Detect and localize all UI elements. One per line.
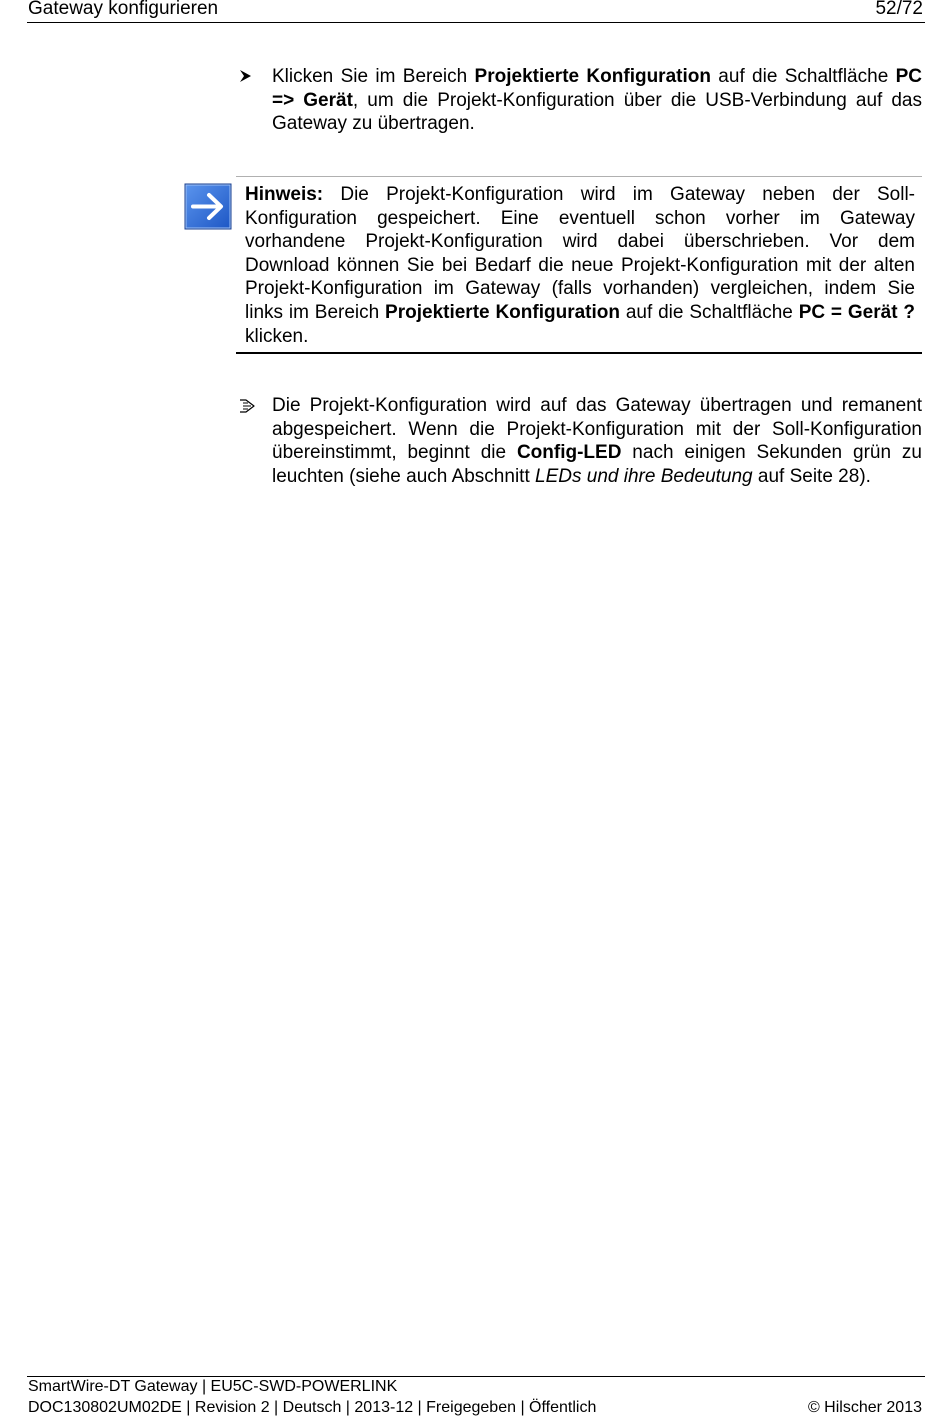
arrow-bullet-icon (238, 66, 254, 92)
note-bottom-rule (236, 352, 922, 354)
instruction-step (272, 65, 922, 136)
footer-product: SmartWire-DT Gateway | EU5C-SWD-POWERLINK (28, 1378, 398, 1395)
arrowhead-bullet-icon (238, 66, 254, 86)
result-hand-icon (238, 396, 260, 416)
result-bullet (238, 396, 260, 422)
footer-document-info: DOC130802UM02DE | Revision 2 | Deutsch | 2013-12 | Freigegeben | Öffentlich (28, 1399, 597, 1416)
result-bold-1: Config-LED (516, 442, 622, 464)
note-top-rule (236, 176, 922, 177)
result-section-link: LEDs und ihre Bedeutung (535, 465, 753, 487)
note-text-1: Die Projekt-Konfiguration wird im Gateway neben der Soll-Konfiguration gespeichert. Eine eventuell schon vorher im Gateway vorhandene Projekt-Konfiguration wird dabei überschrieben. Vor dem Download können Sie bei Bedarf die neue Projekt-Konfiguration mit der alten Projekt-Konfiguration im Gateway (falls vorhanden) vergleichen, indem Sie links im Bereich (245, 184, 915, 323)
note-label: Hinweis: (245, 184, 324, 205)
step-text-1: Klicken Sie im Bereich (272, 66, 475, 87)
note-bold-2: PC = Gerät ? (798, 301, 915, 323)
step-bold-1: Projektierte Konfiguration (474, 66, 711, 87)
page-header (27, 0, 925, 23)
result-text (272, 394, 922, 488)
step-text-3: , um die Projekt-Konfiguration über die USB-Verbindung auf das Gateway zu übertragen. (272, 89, 923, 135)
step-text-2: auf die Schaltfläche (710, 66, 896, 87)
note-arrow-icon (184, 183, 232, 230)
note-text (245, 183, 915, 348)
page-number: 52/72 (875, 0, 923, 19)
note-text-2: auf die Schaltfläche (619, 301, 799, 323)
result-text-3: auf Seite 28). (752, 465, 871, 487)
note-text-3: klicken. (245, 325, 309, 347)
step-bold-2: PC => Gerät (272, 66, 923, 111)
result-text-1: Die Projekt-Konfiguration wird auf das Gateway übertragen und remanent abgespeichert. Wenn die Projekt-Konfiguration mit der Soll-Konfiguration übereinstimmt, beginnt die (272, 395, 922, 464)
result-text-2: nach einigen Sekunden grün zu leuchten (siehe auch Abschnitt (272, 442, 922, 487)
note-bold-1: Projektierte Konfiguration (385, 301, 620, 323)
footer-copyright: © Hilscher 2013 (807, 1399, 922, 1416)
header-title: Gateway konfigurieren (28, 0, 219, 19)
